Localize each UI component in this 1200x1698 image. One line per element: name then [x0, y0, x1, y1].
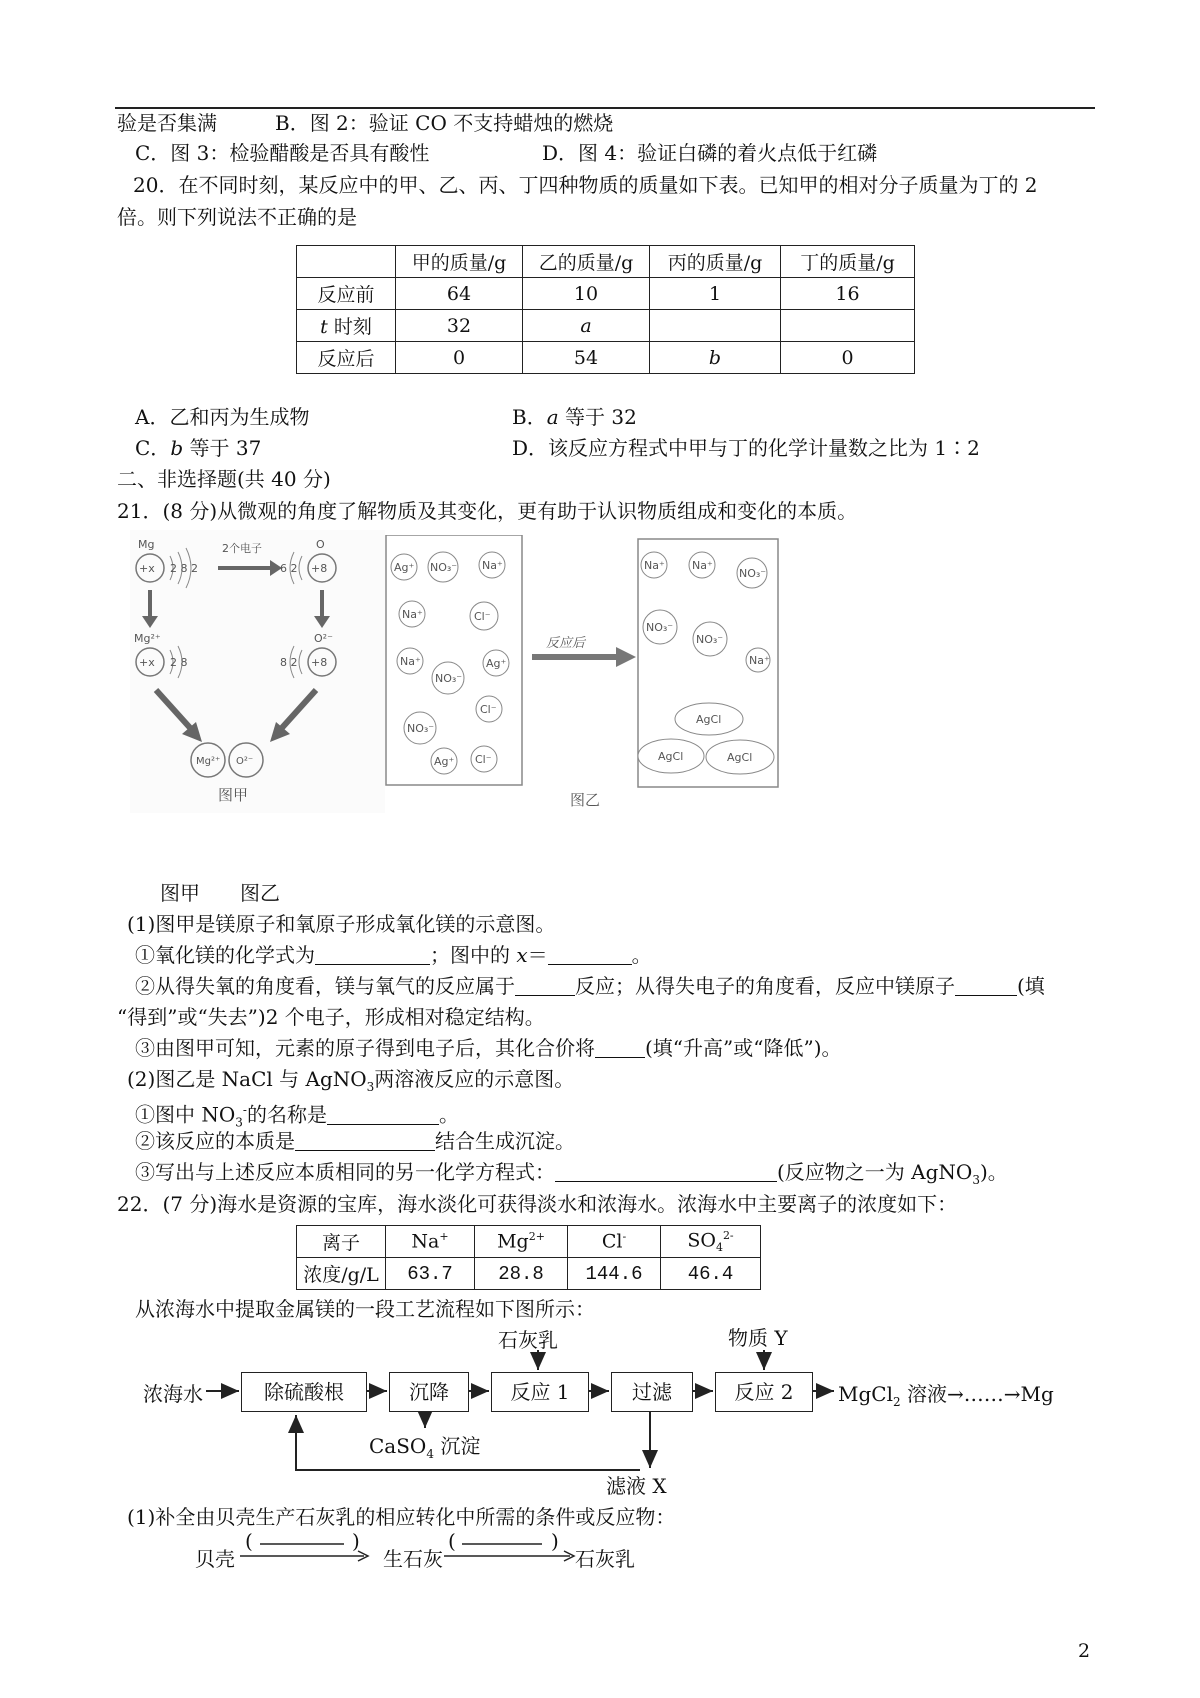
row-label: 浓度/g/L: [297, 1258, 386, 1290]
ion: Na⁺: [644, 559, 665, 572]
mg-ion-shell: 2 8: [170, 656, 188, 669]
q22-stem: 22．(7 分)海水是资源的宝库，海水淡化可获得淡水和浓海水。浓海水中主要离子的浓度如下：: [117, 1192, 958, 1216]
q21-part1-a: ①氧化镁的化学式为 ；图中的 x＝ 。: [135, 943, 652, 967]
table-header: [297, 246, 396, 278]
electron-note: 2个电子: [222, 542, 262, 555]
q21-part2-b: ②该反应的本质是 结合生成沉淀。: [135, 1129, 575, 1153]
ion: NO₃⁻: [430, 561, 458, 574]
reaction-arrow-label: 反应后: [546, 636, 586, 651]
flow-intro: 从浓海水中提取金属镁的一段工艺流程如下图所示：: [135, 1297, 595, 1321]
flow-step: 过滤: [611, 1372, 693, 1412]
agcl: AgCl: [696, 713, 722, 726]
table-header: 丁的质量/g: [781, 246, 915, 278]
table-cell: 63.7: [386, 1258, 475, 1290]
flow-step: 除硫酸根: [241, 1372, 367, 1412]
table-cell: 144.6: [568, 1258, 661, 1290]
ion: NO₃⁻: [407, 722, 435, 735]
ion: NO₃⁻: [646, 621, 674, 634]
table-cell: 0: [781, 342, 915, 374]
q21-part1-c: ③由图甲可知，元素的原子得到电子后，其化合价将 (填“升高”或“降低”)。: [135, 1036, 842, 1060]
table-cell: 64: [396, 278, 523, 310]
table-cell: Na+: [386, 1226, 475, 1258]
table-header: 甲的质量/g: [396, 246, 523, 278]
flow-y-input: 物质 Y: [728, 1326, 788, 1350]
row-label: t 时刻: [297, 310, 396, 342]
q21-part2-c: ③写出与上述反应本质相同的另一化学方程式： (反应物之一为 AgNO$_3$)。: [135, 1160, 1008, 1187]
q21-part2: (2)图乙是 NaCl 与 AgNO$_3$两溶液反应的示意图。: [127, 1067, 575, 1094]
table-row: [297, 310, 915, 342]
ion: Cl⁻: [474, 610, 491, 623]
ion: Ag⁺: [394, 561, 415, 574]
flow-filtrate: 滤液 X: [606, 1474, 667, 1498]
mg-ion-bubble: Mg²⁺: [196, 756, 221, 767]
conversion-arrows: [240, 1540, 590, 1564]
paren-open-1: (: [245, 1529, 253, 1553]
page-number: 2: [1078, 1640, 1091, 1662]
line-q19-d: D．图 4：验证白磷的着火点低于红磷: [542, 141, 878, 165]
mg-ion-label: Mg²⁺: [134, 632, 161, 645]
q21-part2-a: ①图中 $NO_3^-$的名称是 。: [135, 1102, 459, 1130]
line-q19-c: C．图 3：检验醋酸是否具有酸性: [135, 141, 430, 165]
q20-table: [296, 245, 915, 374]
flow-step: 沉降: [389, 1372, 469, 1412]
table-row: [297, 1258, 761, 1290]
q22-part1: (1)补全由贝壳生产石灰乳的相应转化中所需的条件或反应物：: [127, 1505, 676, 1529]
o-shell: 6 2: [280, 562, 298, 575]
table-cell: a: [523, 310, 650, 342]
process-flow: [140, 1318, 1080, 1498]
table-cell: 54: [523, 342, 650, 374]
table-cell: $Mg^{2+}$: [475, 1226, 568, 1258]
ion: NO₃⁻: [739, 567, 767, 580]
table-cell: [781, 310, 915, 342]
ion: Cl⁻: [480, 703, 497, 716]
table-cell: 0: [396, 342, 523, 374]
row-label: 反应后: [297, 342, 396, 374]
table-cell: 1: [650, 278, 781, 310]
mg-shell: 2 8 2: [170, 562, 198, 575]
q20-option-d: D．该反应方程式中甲与丁的化学计量数之比为 1∶2: [512, 436, 980, 460]
table-cell: 32: [396, 310, 523, 342]
ion: Na⁺: [400, 655, 421, 668]
flow-step: 反应 2: [715, 1372, 813, 1412]
ion: Na⁺: [692, 559, 713, 572]
table-header: 乙的质量/g: [523, 246, 650, 278]
figure-jia-caption: 图甲: [218, 786, 249, 804]
ion-concentration-table: [296, 1225, 761, 1290]
ion: Na⁺: [749, 654, 770, 667]
table-cell: 28.8: [475, 1258, 568, 1290]
q20-option-a: A．乙和丙为生成物: [135, 405, 310, 429]
flow-caso4: CaSO$_4$ 沉淀: [369, 1434, 481, 1461]
q21-part1-b: ②从得失氧的角度看，镁与氧气的反应属于 反应；从得失电子的角度看，反应中镁原子 (填: [135, 974, 1045, 998]
table-cell: 16: [781, 278, 915, 310]
section-title: 二、非选择题(共 40 分): [117, 467, 331, 491]
ion: Na⁺: [402, 608, 423, 621]
o-label: O: [316, 538, 325, 551]
q20-stem: 20．在不同时刻，某反应中的甲、乙、丙、丁四种物质的质量如下表。已知甲的相对分子质量为丁的 2: [133, 173, 1038, 197]
table-cell: 10: [523, 278, 650, 310]
flow-product: MgCl$_2$ 溶液→……→Mg: [838, 1382, 1054, 1409]
table-cell: Cl-: [568, 1226, 661, 1258]
table-row: [297, 278, 915, 310]
q21-part1: (1)图甲是镁原子和氧原子形成氧化镁的示意图。: [127, 912, 556, 936]
figure-yi: [380, 535, 825, 820]
o-ion-nucleus: +8: [311, 656, 328, 669]
paren-open-2: (: [448, 1529, 456, 1553]
o-ion-label: O²⁻: [314, 632, 333, 645]
agcl: AgCl: [727, 751, 753, 764]
q21-stem: 21．(8 分)从微观的角度了解物质及其变化，更有助于认识物质组成和变化的本质。: [117, 499, 858, 523]
ion: Cl⁻: [475, 753, 492, 766]
figure-jia: [130, 530, 385, 813]
ion: Ag⁺: [486, 657, 507, 670]
flow-step: 反应 1: [491, 1372, 589, 1412]
agcl-precipitate: [638, 703, 774, 774]
right-ions: [641, 552, 770, 672]
table-cell: 46.4: [661, 1258, 761, 1290]
flow-start: 浓海水: [143, 1382, 203, 1406]
table-cell: b: [650, 342, 781, 374]
ion: Ag⁺: [434, 755, 455, 768]
paren-close-1: ): [352, 1529, 360, 1553]
q20-option-b: B．a 等于 32: [512, 405, 637, 429]
quicklime-label: 生石灰: [383, 1547, 443, 1571]
paren-close-2: ): [551, 1529, 559, 1553]
ion: NO₃⁻: [696, 633, 724, 646]
q20-stem-2: 倍。则下列说法不正确的是: [117, 205, 357, 229]
left-ions: [391, 552, 509, 774]
line-q19-b: B．图 2：验证 CO 不支持蜡烛的燃烧: [275, 111, 614, 135]
row-label: 离子: [297, 1226, 386, 1258]
shell-label: 贝壳: [195, 1547, 235, 1571]
table-cell: [650, 310, 781, 342]
table-row: [297, 342, 915, 374]
o-nucleus: +8: [311, 562, 328, 575]
row-label: 反应前: [297, 278, 396, 310]
ion: Na⁺: [482, 559, 503, 572]
mg-nucleus: +x: [139, 562, 155, 575]
line-q19-end: 验是否集满: [117, 111, 217, 135]
agcl: AgCl: [658, 750, 684, 763]
o-ion-shell: 8 2: [280, 656, 298, 669]
q21-part1-b2: “得到”或“失去”)2 个电子，形成相对稳定结构。: [117, 1005, 545, 1029]
figure-yi-caption: 图乙: [570, 791, 601, 809]
mg-label: Mg: [138, 538, 155, 551]
o-ion-bubble: O²⁻: [236, 756, 254, 767]
mg-ion-nucleus: +x: [139, 656, 155, 669]
ion: NO₃⁻: [435, 672, 463, 685]
table-header: 丙的质量/g: [650, 246, 781, 278]
lime-milk-label: 石灰乳: [575, 1547, 635, 1571]
header-rule: [115, 107, 1095, 109]
figure-captions: 图甲 图乙: [160, 881, 280, 905]
table-cell: $SO_4^{2-}$: [661, 1226, 761, 1258]
table-row: [297, 1226, 761, 1258]
q20-option-c: C．b 等于 37: [135, 436, 262, 460]
flow-lime-input: 石灰乳: [498, 1328, 558, 1352]
